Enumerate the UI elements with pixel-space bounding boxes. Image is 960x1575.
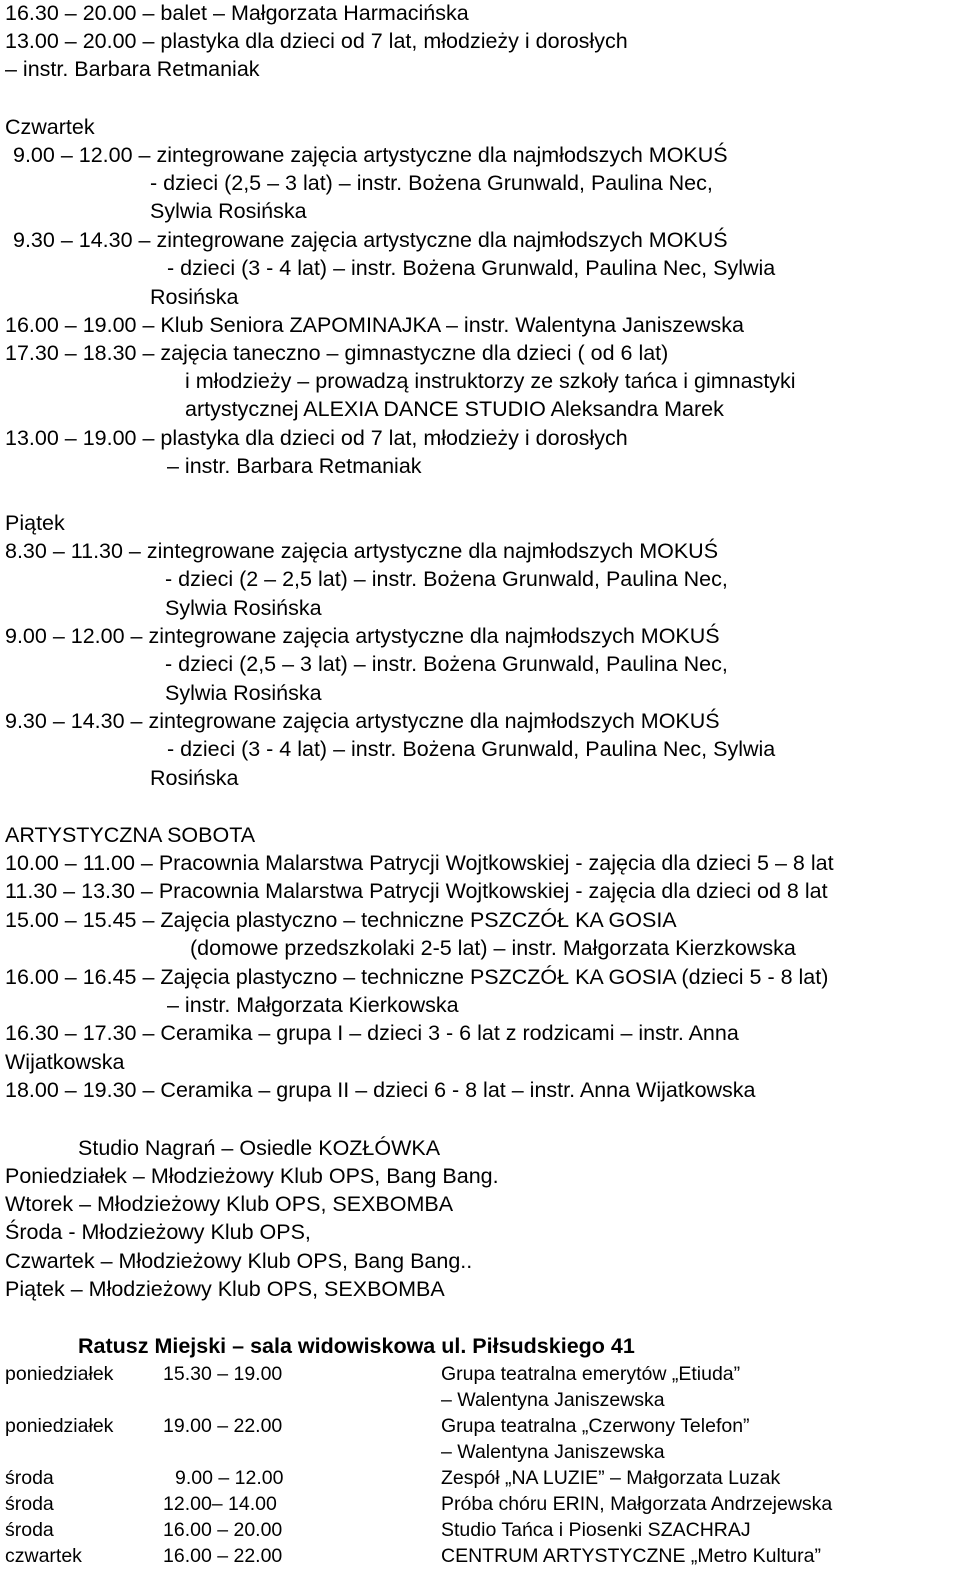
schedule-line: Rosińska (150, 285, 239, 309)
schedule-line: - dzieci (3 - 4 lat) – instr. Bożena Grunwald, Paulina Nec, Sylwia (167, 256, 776, 280)
table-cell-desc: – Walentyna Janiszewska (441, 1389, 665, 1411)
table-cell-day: środa (5, 1467, 54, 1489)
schedule-line: - dzieci (2 – 2,5 lat) – instr. Bożena Grunwald, Paulina Nec, (165, 567, 728, 591)
schedule-line: 9.30 – 14.30 – zintegrowane zajęcia artystyczne dla najmłodszych MOKUŚ (13, 228, 728, 252)
studio-line: Środa - Młodzieżowy Klub OPS, (5, 1220, 311, 1244)
schedule-line: - dzieci (2,5 – 3 lat) – instr. Bożena Grunwald, Paulina Nec, (150, 171, 713, 195)
day-heading-thursday: Czwartek (5, 115, 95, 139)
studio-heading: Studio Nagrań – Osiedle KOZŁÓWKA (78, 1136, 441, 1160)
table-cell-time: 19.00 – 22.00 (163, 1415, 283, 1437)
schedule-line: - dzieci (2,5 – 3 lat) – instr. Bożena Grunwald, Paulina Nec, (165, 652, 728, 676)
schedule-line: Sylwia Rosińska (165, 681, 322, 705)
schedule-line: 16.00 – 19.00 – Klub Seniora ZAPOMINAJKA – instr. Walentyna Janiszewska (5, 313, 744, 337)
schedule-line: 13.00 – 19.00 – plastyka dla dzieci od 7 lat, młodzieży i dorosłych (5, 426, 628, 450)
table-cell-day: czwartek (5, 1545, 82, 1567)
schedule-line: 16.30 – 17.30 – Ceramika – grupa I – dzieci 3 - 6 lat z rodzicami – instr. Anna (5, 1021, 739, 1045)
schedule-line: – instr. Barbara Retmaniak (5, 57, 260, 81)
table-cell-time: 12.00– 14.00 (163, 1493, 277, 1515)
schedule-line: 11.30 – 13.30 – Pracownia Malarstwa Patrycji Wojtkowskiej - zajęcia dla dzieci od 8 lat (5, 879, 828, 903)
schedule-line: 9.00 – 12.00 – zintegrowane zajęcia artystyczne dla najmłodszych MOKUŚ (13, 143, 728, 167)
table-cell-desc: Zespół „NA LUZIE” – Małgorzata Luzak (441, 1467, 781, 1489)
table-cell-desc: CENTRUM ARTYSTYCZNE „Metro Kultura” (441, 1545, 821, 1567)
schedule-line: 17.30 – 18.30 – zajęcia taneczno – gimnastyczne dla dzieci ( od 6 lat) (5, 341, 669, 365)
table-cell-day: poniedziałek (5, 1363, 114, 1385)
schedule-line: - dzieci (3 - 4 lat) – instr. Bożena Grunwald, Paulina Nec, Sylwia (167, 737, 776, 761)
table-cell-desc: Studio Tańca i Piosenki SZACHRAJ (441, 1519, 751, 1541)
schedule-line: (domowe przedszkolaki 2-5 lat) – instr. Małgorzata Kierzkowska (190, 936, 796, 960)
schedule-line: artystycznej ALEXIA DANCE STUDIO Aleksandra Marek (185, 397, 724, 421)
table-cell-desc: – Walentyna Janiszewska (441, 1441, 665, 1463)
schedule-line: i młodzieży – prowadzą instruktorzy ze szkoły tańca i gimnastyki (185, 369, 796, 393)
schedule-line: Sylwia Rosińska (165, 596, 322, 620)
schedule-line: Rosińska (150, 766, 239, 790)
table-cell-time: 15.30 – 19.00 (163, 1363, 283, 1385)
table-cell-desc: Próba chóru ERIN, Małgorzata Andrzejewska (441, 1493, 833, 1515)
schedule-line: 10.00 – 11.00 – Pracownia Malarstwa Patrycji Wojtkowskiej - zajęcia dla dzieci 5 – 8 lat (5, 851, 834, 875)
ratusz-heading: Ratusz Miejski – sala widowiskowa ul. Piłsudskiego 41 (78, 1334, 635, 1358)
schedule-line: – instr. Małgorzata Kierkowska (167, 993, 459, 1017)
table-cell-desc: Grupa teatralna emerytów „Etiuda” (441, 1363, 741, 1385)
schedule-line: 16.30 – 20.00 – balet – Małgorzata Harmacińska (5, 1, 469, 25)
schedule-line: 8.30 – 11.30 – zintegrowane zajęcia artystyczne dla najmłodszych MOKUŚ (5, 539, 719, 563)
table-cell-day: poniedziałek (5, 1415, 114, 1437)
schedule-line: 9.30 – 14.30 – zintegrowane zajęcia artystyczne dla najmłodszych MOKUŚ (5, 709, 720, 733)
table-cell-day: środa (5, 1519, 54, 1541)
schedule-line: Sylwia Rosińska (150, 199, 307, 223)
studio-line: Wtorek – Młodzieżowy Klub OPS, SEXBOMBA (5, 1192, 454, 1216)
schedule-line: 13.00 – 20.00 – plastyka dla dzieci od 7 lat, młodzieży i dorosłych (5, 29, 628, 53)
table-cell-desc: Grupa teatralna „Czerwony Telefon” (441, 1415, 750, 1437)
studio-line: Poniedziałek – Młodzieżowy Klub OPS, Bang Bang. (5, 1164, 499, 1188)
studio-line: Czwartek – Młodzieżowy Klub OPS, Bang Bang.. (5, 1249, 473, 1273)
schedule-line: Wijatkowska (5, 1050, 125, 1074)
studio-line: Piątek – Młodzieżowy Klub OPS, SEXBOMBA (5, 1277, 445, 1301)
table-cell-time: 16.00 – 20.00 (163, 1519, 283, 1541)
day-heading-saturday: ARTYSTYCZNA SOBOTA (5, 823, 256, 847)
schedule-line: 16.00 – 16.45 – Zajęcia plastyczno – techniczne PSZCZÓŁ KA GOSIA (dzieci 5 - 8 lat) (5, 965, 829, 989)
day-heading-friday: Piątek (5, 511, 65, 535)
schedule-line: 9.00 – 12.00 – zintegrowane zajęcia artystyczne dla najmłodszych MOKUŚ (5, 624, 720, 648)
schedule-line: – instr. Barbara Retmaniak (167, 454, 422, 478)
table-cell-time: 9.00 – 12.00 (175, 1467, 284, 1489)
schedule-line: 18.00 – 19.30 – Ceramika – grupa II – dzieci 6 - 8 lat – instr. Anna Wijatkowska (5, 1078, 756, 1102)
table-cell-time: 16.00 – 22.00 (163, 1545, 283, 1567)
schedule-line: 15.00 – 15.45 – Zajęcia plastyczno – techniczne PSZCZÓŁ KA GOSIA (5, 908, 677, 932)
table-cell-day: środa (5, 1493, 54, 1515)
